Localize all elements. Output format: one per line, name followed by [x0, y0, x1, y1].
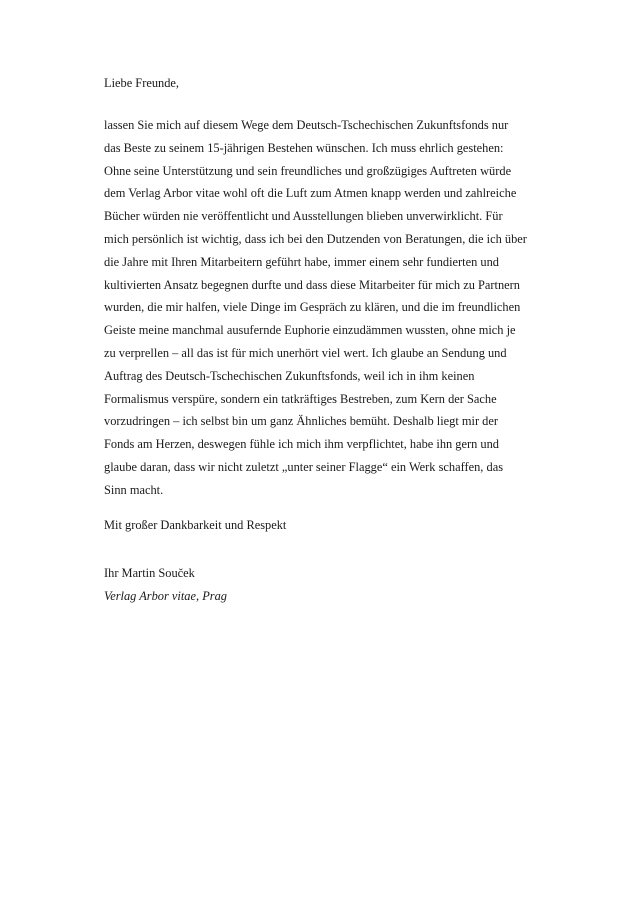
body-line: glaube daran, dass wir nicht zuletzt „unter seiner Flagge“ ein Werk schaffen, das [104, 459, 504, 474]
body-line: kultivierten Ansatz begegnen durfte und dass diese Mitarbeiter für mich zu Partnern [104, 277, 520, 292]
letter-body [104, 114, 527, 502]
letter-closing: Mit großer Dankbarkeit und Respekt [104, 518, 287, 532]
body-line: lassen Sie mich auf diesem Wege dem Deutsch-Tschechischen Zukunftsfonds nur [104, 118, 509, 132]
body-line: Formalismus verspüre, sondern ein tatkräftiges Bestreben, zum Kern der Sache [104, 391, 497, 406]
body-line: zu verprellen – all das ist für mich unerhört viel wert. Ich glaube an Sendung und [104, 345, 507, 360]
body-line: dem Verlag Arbor vitae wohl oft die Luft zum Atmen knapp werden und zahlreiche [104, 186, 517, 201]
body-line: mich persönlich ist wichtig, dass ich bei den Dutzenden von Beratungen, die ich über [104, 231, 527, 246]
signature-affiliation: Verlag Arbor vitae, Prag [104, 588, 227, 603]
body-line: Auftrag des Deutsch-Tschechischen Zukunftsfonds, weil ich in ihm keinen [104, 368, 475, 383]
body-line: Bücher würden nie veröffentlicht und Ausstellungen blieben unverwirklicht. Für [104, 209, 503, 224]
body-line: wurden, die mir halfen, viele Dinge im Gespräch zu klären, und die im freundlichen [104, 300, 521, 315]
body-line: Geiste meine manchmal ausufernde Euphorie einzudämmen wussten, ohne mich je [104, 323, 516, 338]
body-line: vorzudringen – ich selbst bin um ganz Ähnliches bemüht. Deshalb liegt mir der [104, 414, 499, 429]
letter-signature [104, 562, 227, 608]
body-line: Ohne seine Unterstützung und sein freundliches und großzügiges Auftreten würde [104, 163, 512, 178]
signature-name: Ihr Martin Souček [104, 566, 195, 580]
body-line: Fonds am Herzen, deswegen fühle ich mich ihm verpflichtet, habe ihn gern und [104, 437, 500, 452]
letter-greeting: Liebe Freunde, [104, 76, 180, 90]
body-line: das Beste zu seinem 15-jährigen Bestehen wünschen. Ich muss ehrlich gestehen: [104, 140, 504, 155]
body-line: die Jahre mit Ihren Mitarbeitern geführt habe, immer einem sehr fundierten und [104, 254, 499, 269]
body-line: Sinn macht. [104, 482, 164, 497]
